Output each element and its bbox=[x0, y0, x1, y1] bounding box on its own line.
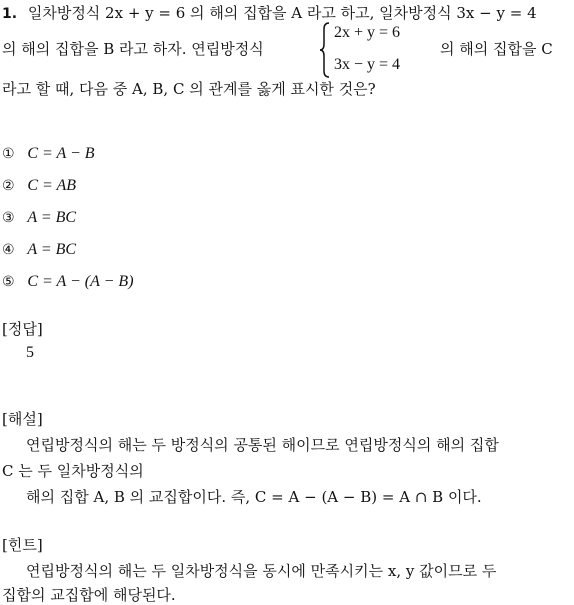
system-equation-2: 3x − y = 4 bbox=[334, 56, 401, 73]
problem-line-2-left: 의 해의 집합을 B 라고 하자. 연립방정식 bbox=[2, 40, 264, 58]
choice-text: C = A − (A − B) bbox=[27, 273, 134, 290]
choice-marker: ③ bbox=[2, 210, 15, 226]
system-brace-icon bbox=[320, 22, 330, 78]
choice-3[interactable] bbox=[2, 208, 76, 227]
answer-label: [정답] bbox=[2, 320, 43, 338]
hint-line-2: 집합의 교집합에 해당된다. bbox=[2, 586, 176, 604]
hint-label: [힌트] bbox=[2, 536, 43, 554]
explanation-line-3: 해의 집합 A, B 의 교집합이다. 즉, C = A − (A − B) = A ∩ B 이다. bbox=[26, 488, 482, 506]
explanation-line-2: C 는 두 일차방정식의 bbox=[2, 462, 144, 480]
problem-text-line-1: 일차방정식 2x + y = 6 의 해의 집합을 A 라고 하고, 일차방정식 3x − y = 4 bbox=[27, 4, 537, 22]
choice-marker: ② bbox=[2, 178, 15, 194]
choice-1[interactable] bbox=[2, 144, 95, 163]
problem-number: 1. bbox=[2, 6, 18, 22]
problem-line-3: 라고 할 때, 다음 중 A, B, C 의 관계를 옳게 표시한 것은? bbox=[2, 80, 376, 98]
choice-2[interactable] bbox=[2, 176, 76, 195]
choice-marker: ⑤ bbox=[2, 274, 15, 290]
explanation-line-1: 연립방정식의 해는 두 방정식의 공통된 해이므로 연립방정식의 해의 집합 bbox=[26, 436, 499, 454]
choice-marker: ① bbox=[2, 146, 15, 162]
choice-text: C = A − B bbox=[27, 145, 95, 162]
problem-line-1 bbox=[2, 2, 537, 23]
choice-text: A = BC bbox=[27, 209, 77, 226]
choice-marker: ④ bbox=[2, 242, 15, 258]
system-equation-1: 2x + y = 6 bbox=[334, 24, 401, 41]
choice-text: C = AB bbox=[27, 177, 77, 194]
hint-line-1: 연립방정식의 해는 두 일차방정식을 동시에 만족시키는 x, y 값이므로 두 bbox=[26, 562, 497, 580]
explanation-label: [해설] bbox=[2, 410, 43, 428]
problem-line-2-right: 의 해의 집합을 C bbox=[440, 40, 553, 58]
answer-value: 5 bbox=[26, 344, 34, 361]
choice-5[interactable] bbox=[2, 272, 134, 291]
choice-4[interactable] bbox=[2, 240, 76, 259]
choice-text: A = BC bbox=[27, 241, 77, 258]
